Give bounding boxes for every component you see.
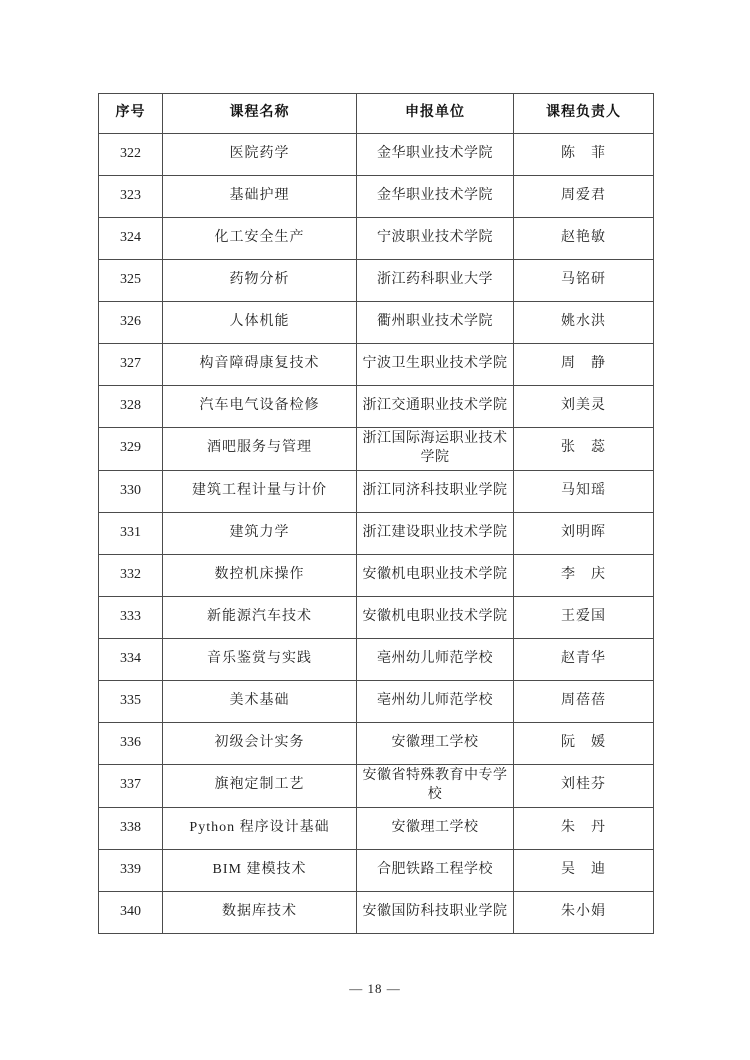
table-header-row (99, 94, 654, 134)
course-leader-cell: 陈 菲 (514, 134, 654, 176)
course-name-cell: 构音障碍康复技术 (163, 344, 357, 386)
serial-number-cell: 336 (99, 722, 163, 764)
serial-number-cell: 338 (99, 807, 163, 849)
applicant-unit-cell: 宁波卫生职业技术学院 (357, 344, 514, 386)
applicant-unit-cell: 浙江国际海运职业技术学院 (357, 428, 514, 471)
table-row (99, 891, 654, 933)
course-name-cell: 化工安全生产 (163, 218, 357, 260)
serial-number-cell: 339 (99, 849, 163, 891)
table-row (99, 638, 654, 680)
page-number: — 18 — (349, 981, 401, 996)
applicant-unit-cell: 安徽理工学校 (357, 722, 514, 764)
applicant-unit-cell: 浙江药科职业大学 (357, 260, 514, 302)
serial-number-cell: 325 (99, 260, 163, 302)
course-leader-cell: 马铭研 (514, 260, 654, 302)
serial-number-cell: 333 (99, 596, 163, 638)
applicant-unit-cell: 浙江交通职业技术学院 (357, 386, 514, 428)
table-row (99, 512, 654, 554)
applicant-unit-cell: 安徽机电职业技术学院 (357, 596, 514, 638)
course-leader-cell: 刘明晖 (514, 512, 654, 554)
table-row (99, 260, 654, 302)
serial-number-cell: 331 (99, 512, 163, 554)
course-leader-cell: 周 静 (514, 344, 654, 386)
applicant-unit-cell: 金华职业技术学院 (357, 134, 514, 176)
course-leader-cell: 朱小娟 (514, 891, 654, 933)
applicant-unit-cell: 安徽国防科技职业学院 (357, 891, 514, 933)
table-row (99, 218, 654, 260)
course-name-cell: 数控机床操作 (163, 554, 357, 596)
serial-number-cell: 334 (99, 638, 163, 680)
course-leader-cell: 周蓓蓓 (514, 680, 654, 722)
course-leader-cell: 周爱君 (514, 176, 654, 218)
table-row (99, 554, 654, 596)
table-row (99, 302, 654, 344)
course-leader-cell: 王爱国 (514, 596, 654, 638)
serial-number-cell: 330 (99, 470, 163, 512)
header-applicant-unit: 申报单位 (357, 94, 514, 134)
course-name-cell: 基础护理 (163, 176, 357, 218)
course-leader-cell: 刘桂芬 (514, 764, 654, 807)
course-name-cell: 新能源汽车技术 (163, 596, 357, 638)
applicant-unit-cell: 浙江建设职业技术学院 (357, 512, 514, 554)
course-leader-cell: 朱 丹 (514, 807, 654, 849)
serial-number-cell: 326 (99, 302, 163, 344)
course-name-cell: 数据库技术 (163, 891, 357, 933)
course-name-cell: 建筑力学 (163, 512, 357, 554)
course-leader-cell: 阮 媛 (514, 722, 654, 764)
course-name-cell: 美术基础 (163, 680, 357, 722)
applicant-unit-cell: 浙江同济科技职业学院 (357, 470, 514, 512)
course-name-cell: 建筑工程计量与计价 (163, 470, 357, 512)
serial-number-cell: 329 (99, 428, 163, 471)
table-row (99, 470, 654, 512)
table-row (99, 176, 654, 218)
course-name-cell: 医院药学 (163, 134, 357, 176)
course-name-cell: 人体机能 (163, 302, 357, 344)
applicant-unit-cell: 合肥铁路工程学校 (357, 849, 514, 891)
serial-number-cell: 337 (99, 764, 163, 807)
table-row (99, 134, 654, 176)
applicant-unit-cell: 安徽省特殊教育中专学校 (357, 764, 514, 807)
applicant-unit-cell: 安徽机电职业技术学院 (357, 554, 514, 596)
applicant-unit-cell: 金华职业技术学院 (357, 176, 514, 218)
serial-number-cell: 323 (99, 176, 163, 218)
course-leader-cell: 李 庆 (514, 554, 654, 596)
course-table (98, 93, 654, 934)
applicant-unit-cell: 亳州幼儿师范学校 (357, 638, 514, 680)
header-course-leader: 课程负责人 (514, 94, 654, 134)
serial-number-cell: 324 (99, 218, 163, 260)
serial-number-cell: 335 (99, 680, 163, 722)
course-leader-cell: 赵青华 (514, 638, 654, 680)
header-serial-number: 序号 (99, 94, 163, 134)
course-leader-cell: 赵艳敏 (514, 218, 654, 260)
header-course-name: 课程名称 (163, 94, 357, 134)
course-leader-cell: 马知瑶 (514, 470, 654, 512)
course-name-cell: 音乐鉴赏与实践 (163, 638, 357, 680)
table-row (99, 596, 654, 638)
table-row (99, 680, 654, 722)
serial-number-cell: 322 (99, 134, 163, 176)
course-leader-cell: 张 蕊 (514, 428, 654, 471)
course-leader-cell: 姚水洪 (514, 302, 654, 344)
course-leader-cell: 刘美灵 (514, 386, 654, 428)
applicant-unit-cell: 宁波职业技术学院 (357, 218, 514, 260)
course-name-cell: Python 程序设计基础 (163, 807, 357, 849)
course-leader-cell: 吴 迪 (514, 849, 654, 891)
table-row (99, 344, 654, 386)
table-row (99, 428, 654, 471)
serial-number-cell: 328 (99, 386, 163, 428)
table-row (99, 386, 654, 428)
course-name-cell: BIM 建模技术 (163, 849, 357, 891)
serial-number-cell: 332 (99, 554, 163, 596)
applicant-unit-cell: 衢州职业技术学院 (357, 302, 514, 344)
table-row (99, 764, 654, 807)
applicant-unit-cell: 安徽理工学校 (357, 807, 514, 849)
table-row (99, 807, 654, 849)
course-name-cell: 药物分析 (163, 260, 357, 302)
table-row (99, 722, 654, 764)
serial-number-cell: 340 (99, 891, 163, 933)
table-row (99, 849, 654, 891)
course-name-cell: 汽车电气设备检修 (163, 386, 357, 428)
course-name-cell: 初级会计实务 (163, 722, 357, 764)
applicant-unit-cell: 亳州幼儿师范学校 (357, 680, 514, 722)
course-name-cell: 旗袍定制工艺 (163, 764, 357, 807)
course-name-cell: 酒吧服务与管理 (163, 428, 357, 471)
serial-number-cell: 327 (99, 344, 163, 386)
